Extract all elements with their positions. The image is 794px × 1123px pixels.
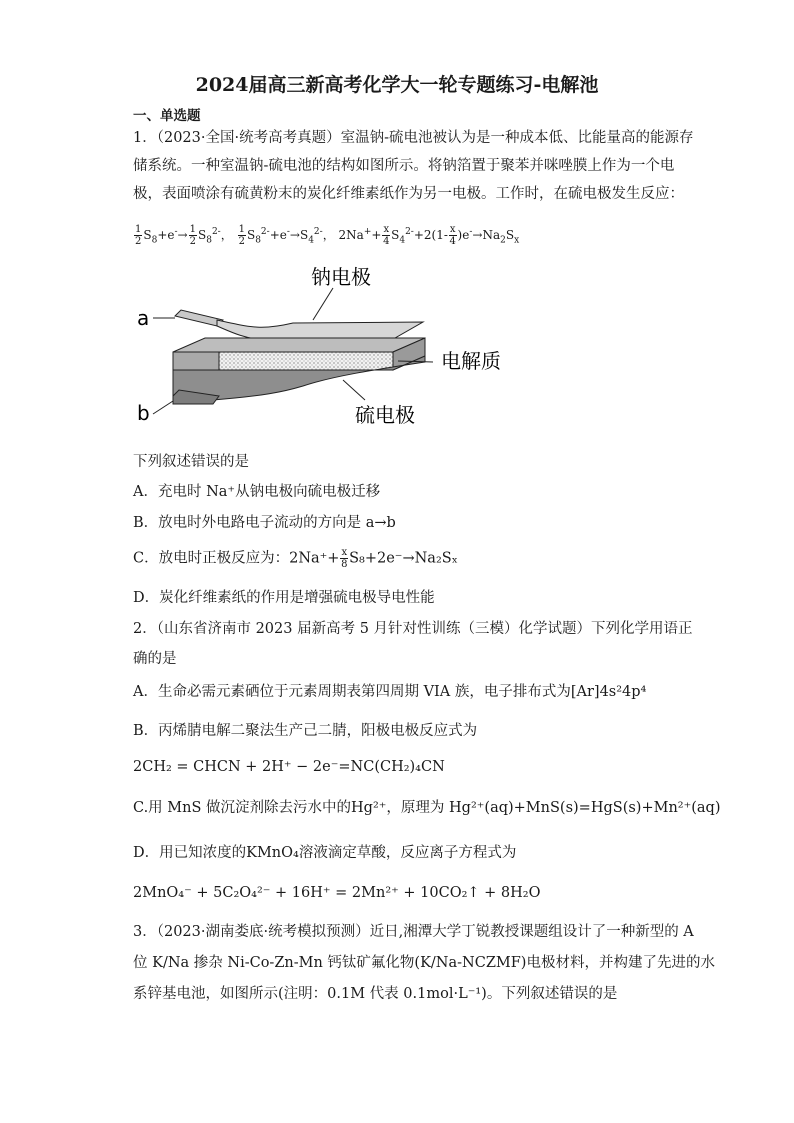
label-electrolyte: 电解质 [441, 349, 501, 373]
fraction-half-2: $\frac{1}{2}$ [189, 224, 196, 247]
separator-block [173, 352, 219, 370]
fraction-x-4: $\frac{x}{4}$ [383, 224, 390, 247]
q3-line-3: 系锌基电池，如图所示(注明：0.1M 代表 0.1mol·L⁻¹)。下列叙述错误的是 [133, 986, 618, 1002]
label-a: a [137, 306, 150, 330]
q3-line-2: 位 K/Na 掺杂 Ni-Co-Zn-Mn 钙钛矿氟化物(K/Na-NCZMF)电极材料，并构建了先进的水 [133, 955, 715, 971]
battery-diagram [133, 258, 533, 438]
q2-option-b: B．丙烯腈电解二聚法生产己二腈，阳极电极反应式为 [133, 723, 478, 739]
fraction-x-4b: $\frac{x}{4}$ [449, 224, 456, 247]
q2-option-c: C.用 MnS 做沉淀剂除去污水中的Hg²⁺，原理为 Hg²⁺(aq)+MnS(s)=HgS(s)+Mn²⁺(aq) [133, 800, 721, 816]
q2-option-d: D．用已知浓度的KMnO₄溶液滴定草酸，反应离子方程式为 [133, 845, 517, 861]
section-heading: 一、单选题 [133, 108, 201, 124]
q3-line-1: 3．（2023·湖南娄底·统考模拟预测）近日,湘潭大学丁锐教授课题组设计了一种新型的 A [133, 924, 694, 940]
page-title: 2024届高三新高考化学大一轮专题练习-电解池 [195, 74, 599, 96]
q1-line-3: 极，表面喷涂有硫黄粉末的炭化纤维素纸作为另一电极。工作时，在硫电极发生反应： [133, 186, 684, 202]
label-sulfur-electrode: 硫电极 [355, 403, 415, 427]
q1-option-b: B．放电时外电路电子流动的方向是 a→b [133, 515, 396, 531]
q2-line-2: 确的是 [133, 651, 177, 667]
electrolyte-front [219, 352, 393, 370]
q2-option-a: A．生命必需元素硒位于元素周期表第四周期 VIA 族，电子排布式为[Ar]4s²4p⁴ [133, 684, 647, 700]
q1-equations: $\frac{1}{2}$ $S_8+e^-\to$ $\frac{1}{2}$ $S_8^{2-}$， $\frac{1}{2}$ $S_8^{2-}+e^-\to S_4^{2-}$， 2Na++ $\frac{x}{4}$ $S_4^{2-}+2(1-$ $\frac{x}{4}$ )$e^-\to Na_2S_x$ [135, 224, 520, 247]
q1-option-a: A．充电时 Na⁺从钠电极向硫电极迁移 [133, 484, 381, 500]
fraction-x-8: $\frac{x}{8}$ [341, 547, 348, 570]
tab-a [175, 310, 223, 326]
label-sodium-electrode: 钠电极 [311, 265, 371, 289]
electrolyte-top [173, 338, 425, 352]
q1-line-2: 储系统。一种室温钠-硫电池的结构如图所示。将钠箔置于聚苯并咪唑膜上作为一个电 [133, 158, 675, 174]
q2-line-1: 2．（山东省济南市 2023 届新高考 5 月针对性训练（三模）化学试题）下列化学用语正 [133, 621, 693, 637]
q2-option-b-equation: 2CH₂ = CHCN + 2H⁺ − 2e⁻=NC(CH₂)₄CN [133, 759, 445, 775]
q1-option-d: D．炭化纤维素纸的作用是增强硫电极导电性能 [133, 590, 435, 606]
label-b: b [137, 401, 150, 425]
q1-line-1: 1．（2023·全国·统考高考真题）室温钠-硫电池被认为是一种成本低、比能量高的能源存 [133, 130, 694, 146]
q1-stem: 下列叙述错误的是 [133, 454, 249, 470]
fraction-half-3: $\frac{1}{2}$ [238, 224, 245, 247]
q2-option-d-equation: 2MnO₄⁻ + 5C₂O₄²⁻ + 16H⁺ = 2Mn²⁺ + 10CO₂↑ + 8H₂O [133, 885, 541, 901]
fraction-half-1: $\frac{1}{2}$ [135, 224, 142, 247]
q1-option-c: C．放电时正极反应为：2Na⁺+ $\frac{x}{8}$ S₈+2e⁻→Na₂Sₓ [133, 547, 458, 570]
sodium-electrode [217, 320, 423, 340]
